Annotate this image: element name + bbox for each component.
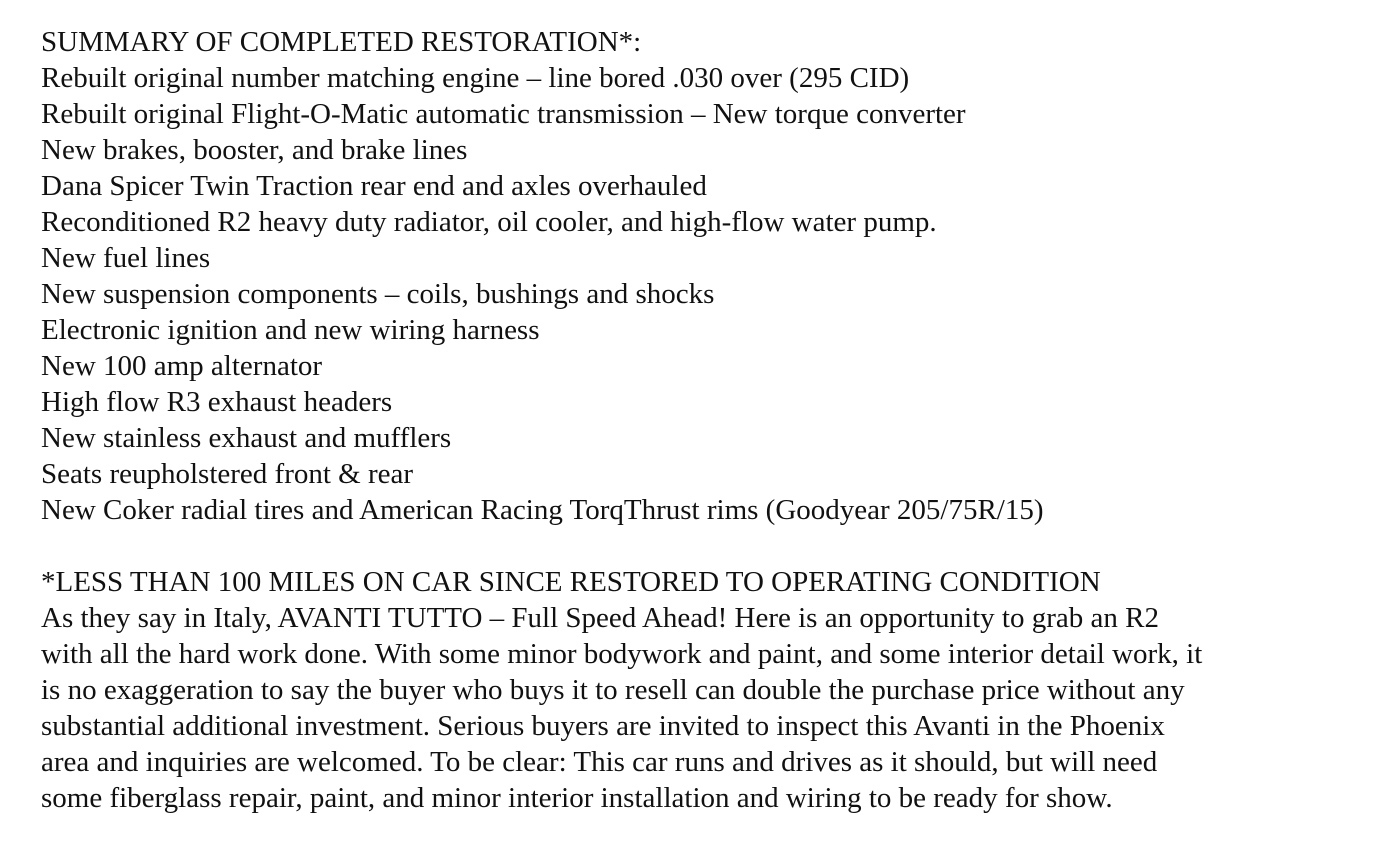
list-item: Rebuilt original number matching engine – line bored .030 over (295 CID) [41, 62, 910, 94]
list-item: Reconditioned R2 heavy duty radiator, oil cooler, and high-flow water pump. [41, 206, 937, 238]
list-item: New 100 amp alternator [41, 350, 323, 382]
paragraph-line: area and inquiries are welcomed. To be clear: This car runs and drives as it should, but will need [41, 746, 1158, 778]
blank-line [41, 528, 1341, 564]
paragraph-line: substantial additional investment. Serious buyers are invited to inspect this Avanti in the Phoenix [41, 710, 1165, 742]
list-item: New fuel lines [41, 242, 211, 274]
footnote: *LESS THAN 100 MILES ON CAR SINCE RESTORED TO OPERATING CONDITION [41, 566, 1101, 598]
paragraph-line: is no exaggeration to say the buyer who buys it to resell can double the purchase price without any [41, 674, 1185, 706]
list-item: Dana Spicer Twin Traction rear end and axles overhauled [41, 170, 707, 202]
paragraph-line: As they say in Italy, AVANTI TUTTO – Full Speed Ahead! Here is an opportunity to grab an R2 [41, 602, 1159, 634]
list-item: New stainless exhaust and mufflers [41, 422, 452, 454]
list-item: Electronic ignition and new wiring harness [41, 314, 540, 346]
restoration-list [41, 60, 1341, 528]
list-item: Seats reupholstered front & rear [41, 458, 414, 490]
list-item: New suspension components – coils, bushings and shocks [41, 278, 715, 310]
paragraph-line: with all the hard work done. With some minor bodywork and paint, and some interior detail work, it [41, 638, 1203, 670]
section-heading: SUMMARY OF COMPLETED RESTORATION*: [41, 26, 642, 58]
description-paragraph [41, 600, 1341, 816]
document-body [41, 24, 1341, 816]
list-item: Rebuilt original Flight-O-Matic automatic transmission – New torque converter [41, 98, 966, 130]
list-item: New brakes, booster, and brake lines [41, 134, 468, 166]
paragraph-line: some fiberglass repair, paint, and minor interior installation and wiring to be ready for show. [41, 782, 1113, 814]
list-item: New Coker radial tires and American Racing TorqThrust rims (Goodyear 205/75R/15) [41, 494, 1044, 526]
list-item: High flow R3 exhaust headers [41, 386, 393, 418]
